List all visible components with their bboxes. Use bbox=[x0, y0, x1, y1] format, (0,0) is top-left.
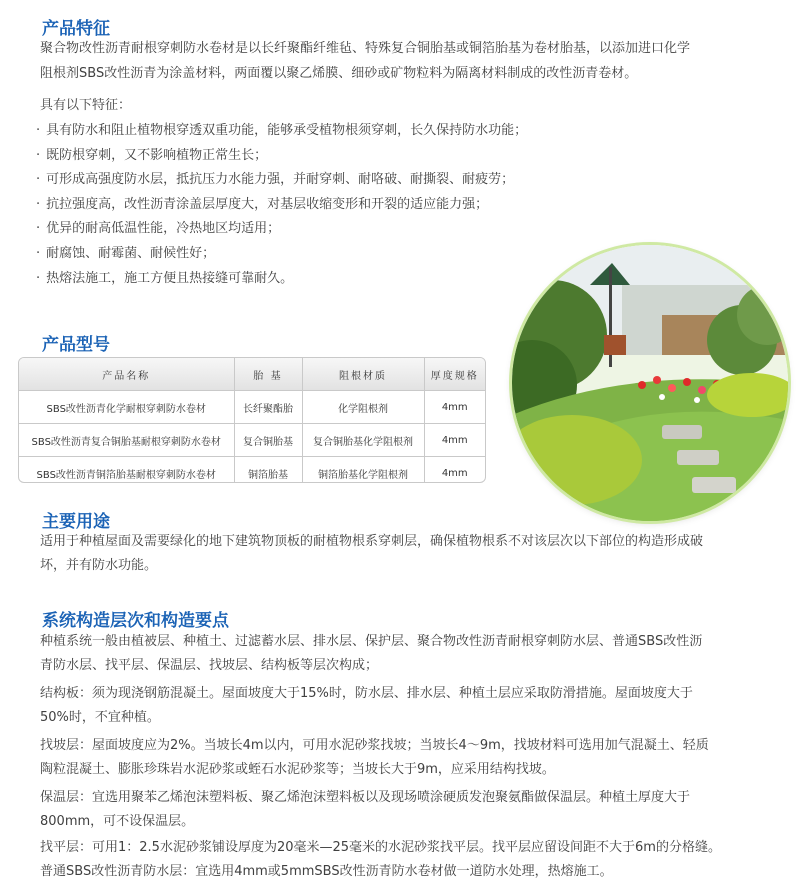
system-line: 保温层：宜选用聚苯乙烯泡沫塑料板、聚乙烯泡沫塑料板以及现场喷涂硬质发泡聚氨酯做保温层。种植土厚度大于 bbox=[40, 790, 691, 805]
table-cell: SBS改性沥青化学耐根穿刺防水卷材 bbox=[19, 391, 234, 424]
table-header-row bbox=[19, 358, 485, 391]
table-cell: 长纤聚酯胎 bbox=[234, 391, 302, 424]
table-header-cell: 产品名称 bbox=[19, 358, 234, 391]
features-list-item: · 耐腐蚀、耐霉菌、耐候性好； bbox=[36, 242, 527, 267]
roof-garden-illustration bbox=[512, 245, 788, 521]
table-row bbox=[19, 424, 485, 457]
features-list-item: · 抗拉强度高，改性沥青涂盖层厚度大，对基层收缩变形和开裂的适应能力强； bbox=[36, 193, 527, 218]
system-line: 找坡层：屋面坡度应为2%。当坡长4m以内，可用水泥砂浆找坡；当坡长4～9m，找坡材料可选用加气混凝土、轻质 bbox=[40, 738, 709, 753]
features-list bbox=[36, 119, 527, 291]
features-lead: 具有以下特征： bbox=[40, 98, 132, 113]
system-line: 结构板：须为现浇钢筋混凝土。屋面坡度大于15%时，防水层、排水层、种植土层应采取防滑措施。屋面坡度大于 bbox=[40, 686, 693, 701]
table-cell: 复合铜胎基 bbox=[234, 424, 302, 457]
table-row bbox=[19, 457, 485, 484]
table-cell: 复合铜胎基化学阻根剂 bbox=[302, 424, 424, 457]
system-title: 系统构造层次和构造要点 bbox=[42, 611, 229, 631]
models-title: 产品型号 bbox=[42, 335, 110, 355]
system-line: 找平层：可用1：2.5水泥砂浆铺设厚度为20毫米—25毫米的水泥砂浆找平层。找平层应留设间距不大于6m的分格缝。 bbox=[40, 840, 721, 855]
features-intro-line2: 阻根剂SBS改性沥青为涂盖材料，两面覆以聚乙烯膜、细砂或矿物粒料为隔离材料制成的改性沥青卷材。 bbox=[40, 66, 638, 81]
usage-title: 主要用途 bbox=[42, 512, 110, 532]
usage-line2: 坏，并有防水功能。 bbox=[40, 558, 158, 573]
features-list-item: · 热熔法施工，施工方便且热接缝可靠耐久。 bbox=[36, 267, 527, 292]
system-line: 青防水层、找平层、保温层、找坡层、结构板等层次构成； bbox=[40, 658, 379, 673]
table-cell: 铜箔胎基 bbox=[234, 457, 302, 484]
table-cell: 化学阻根剂 bbox=[302, 391, 424, 424]
table-cell: 铜箔胎基化学阻根剂 bbox=[302, 457, 424, 484]
table-cell: 4mm bbox=[424, 424, 485, 457]
table-cell: SBS改性沥青铜箔胎基耐根穿刺防水卷材 bbox=[19, 457, 234, 484]
system-line: 陶粒混凝土、膨胀珍珠岩水泥砂浆或蛭石水泥砂浆等；当坡长大于9m，应采用结构找坡。 bbox=[40, 762, 555, 777]
system-line: 种植系统一般由植被层、种植土、过滤蓄水层、排水层、保护层、聚合物改性沥青耐根穿刺防水层、普通SBS改性沥 bbox=[40, 634, 703, 649]
features-list-item: · 具有防水和阻止植物根穿透双重功能，能够承受植物根须穿刺，长久保持防水功能； bbox=[36, 119, 527, 144]
table-header-cell: 阻根材质 bbox=[302, 358, 424, 391]
system-line: 800mm，可不设保温层。 bbox=[40, 814, 195, 829]
table-cell: 4mm bbox=[441, 467, 468, 479]
table-header-cell: 厚度规格 bbox=[424, 358, 485, 391]
table-cell: SBS改性沥青复合铜胎基耐根穿刺防水卷材 bbox=[19, 424, 234, 457]
features-list-item: · 可形成高强度防水层，抵抗压力水能力强，并耐穿刺、耐咯破、耐撕裂、耐疲劳； bbox=[36, 168, 527, 193]
features-list-item: · 既防根穿刺，又不影响植物正常生长； bbox=[36, 144, 527, 169]
system-line: 50%时，不宜种植。 bbox=[40, 710, 160, 725]
features-title: 产品特征 bbox=[42, 19, 110, 39]
table-cell: 4mm bbox=[424, 391, 485, 424]
system-line: 普通SBS改性沥青防水层：宜选用4mm或5mmSBS改性沥青防水卷材做一道防水处理，热熔施工。 bbox=[40, 864, 613, 879]
models-table bbox=[19, 358, 485, 483]
features-intro-line1: 聚合物改性沥青耐根穿刺防水卷材是以长纤聚酯纤维毡、特殊复合铜胎基或铜箔胎基为卷材胎基，以添加进口化学 bbox=[40, 41, 691, 56]
table-header-cell: 胎 基 bbox=[234, 358, 302, 391]
table-row bbox=[19, 391, 485, 424]
roof-garden-photo bbox=[512, 245, 788, 521]
models-table-frame bbox=[18, 357, 486, 483]
usage-line1: 适用于种植屋面及需要绿化的地下建筑物顶板的耐植物根系穿刺层，确保植物根系不对该层次以下部位的构造形成破 bbox=[40, 534, 704, 549]
features-list-item: · 优异的耐高低温性能，冷热地区均适用； bbox=[36, 217, 527, 242]
